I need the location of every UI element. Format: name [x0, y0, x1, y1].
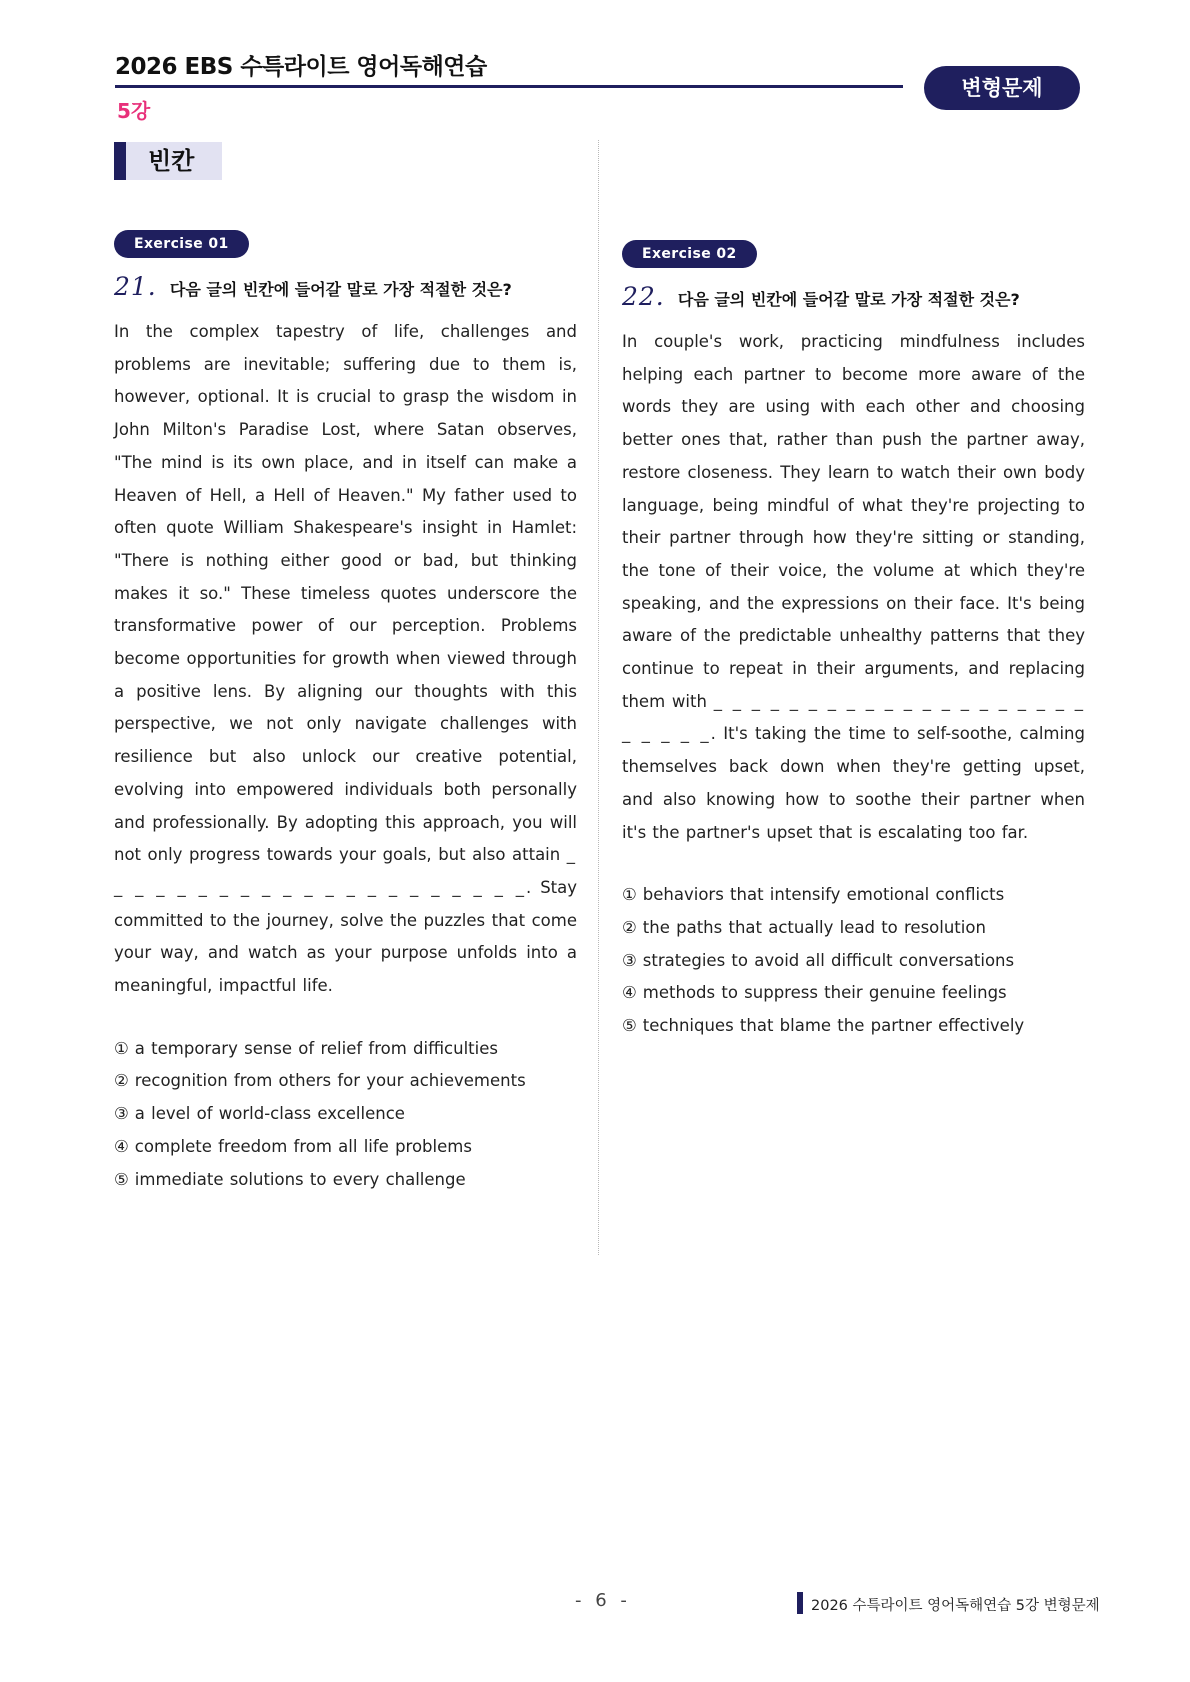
choice-text: behaviors that intensify emotional conflicts — [642, 885, 1005, 905]
question-prompt: 다음 글의 빈칸에 들어갈 말로 가장 적절한 것은? — [677, 290, 1020, 309]
answer-blank: _ _ _ _ _ _ _ _ _ _ _ _ _ _ _ _ _ _ _ _ _ _ _ _ _ — [622, 691, 1086, 744]
choice-text: recognition from others for your achievements — [134, 1071, 526, 1091]
exercise-label: Exercise 01 — [114, 230, 249, 258]
section-heading: 빈칸 — [114, 142, 222, 180]
question-header — [622, 282, 1085, 316]
passage — [114, 316, 577, 1003]
document-title: 2026 EBS 수특라이트 영어독해연습 — [115, 54, 487, 80]
passage-text-continued: . Stay committed to the journey, solve the puzzles that come your way, and watch as your purpose unfolds into a meaningful, impactful life. — [114, 877, 578, 996]
choice-text: immediate solutions to every challenge — [134, 1169, 466, 1189]
page-number: - 6 - — [575, 1590, 631, 1611]
footer-accent-bar — [797, 1592, 803, 1614]
answer-choices — [114, 1033, 577, 1197]
choice-item — [114, 1164, 577, 1197]
exercise-01 — [114, 230, 577, 1196]
choice-marker: ⑤ — [114, 1169, 129, 1189]
exercise-02 — [622, 240, 1085, 1043]
lesson-label: 5강 — [117, 99, 151, 123]
choice-text: a level of world-class excellence — [134, 1104, 405, 1124]
choice-item — [622, 1010, 1085, 1043]
passage-text: In couple's work, practicing mindfulness includes helping each partner to become more aware of the words they are using with each other and choosing better ones that, rather than push the partner away, restore closeness. They learn to watch their own body language, being mindful of what they're projecting to their partner through how they're sitting or standing, the tone of their voice, the volume at which they're speaking, and the expressions on their face. It's being aware of the predictable unhealthy patterns that they continue to repeat in their arguments, and replacing them with — [622, 332, 1085, 711]
choice-marker: ③ — [622, 950, 637, 970]
question-number: 21. — [114, 272, 157, 301]
choice-text: a temporary sense of relief from difficulties — [134, 1038, 498, 1058]
answer-blank: _ _ _ _ _ _ _ _ _ _ _ _ _ _ _ _ _ _ _ _ _ — [114, 845, 578, 897]
choice-item — [622, 945, 1085, 978]
choice-marker: ① — [114, 1038, 129, 1058]
footer-title: 2026 수특라이트 영어독해연습 5강 변형문제 — [811, 1598, 1100, 1614]
choice-text: the paths that actually lead to resolution — [642, 917, 986, 937]
choice-item — [622, 879, 1085, 912]
answer-choices — [622, 879, 1085, 1043]
question-number: 22. — [622, 282, 665, 311]
choice-item — [622, 912, 1085, 945]
choice-item — [114, 1098, 577, 1131]
question-header — [114, 272, 577, 306]
choice-item — [622, 977, 1085, 1010]
choice-marker: ⑤ — [622, 1016, 637, 1036]
choice-marker: ② — [622, 917, 637, 937]
passage-text: In the complex tapestry of life, challenges and problems are inevitable; suffering due to them is, however, optional. It is crucial to grasp the wisdom in John Milton's Paradise Lost, where Satan observes, "The mind is its own place, and in itself can make a Heaven of Hell, a Hell of Heaven." My father used to often quote William Shakespeare's insight in Hamlet: "There is nothing either good or bad, but thinking makes it so." These timeless quotes underscore the transformative power of our perception. Problems become opportunities for growth when viewed through a positive lens. By aligning our thoughts with this perspective, we not only navigate challenges with resilience but also unlock our creative potential, evolving into empowered individuals both personally and professionally. By adopting this approach, you will not only progress towards your goals, but also attain — [114, 322, 577, 865]
choice-marker: ④ — [622, 983, 637, 1003]
exercise-label: Exercise 02 — [622, 240, 757, 268]
choice-item — [114, 1033, 577, 1066]
passage-text-continued: . It's taking the time to self-soothe, calming themselves back down when they're getting upset, and also knowing how to soothe their partner when it's the partner's upset that is escalating too far. — [622, 724, 1085, 842]
choice-text: techniques that blame the partner effectively — [642, 1016, 1025, 1036]
question-prompt: 다음 글의 빈칸에 들어갈 말로 가장 적절한 것은? — [169, 280, 512, 299]
choice-item — [114, 1065, 577, 1098]
choice-text: methods to suppress their genuine feelings — [642, 983, 1007, 1003]
choice-marker: ② — [114, 1071, 129, 1091]
choice-item — [114, 1131, 577, 1164]
choice-text: strategies to avoid all difficult conversations — [642, 950, 1015, 970]
choice-marker: ④ — [114, 1136, 129, 1156]
choice-text: complete freedom from all life problems — [134, 1136, 472, 1156]
choice-marker: ③ — [114, 1104, 129, 1124]
type-badge: 변형문제 — [924, 66, 1080, 110]
passage — [622, 326, 1085, 849]
column-divider — [598, 140, 599, 1255]
header-divider — [115, 85, 903, 88]
choice-marker: ① — [622, 885, 637, 905]
